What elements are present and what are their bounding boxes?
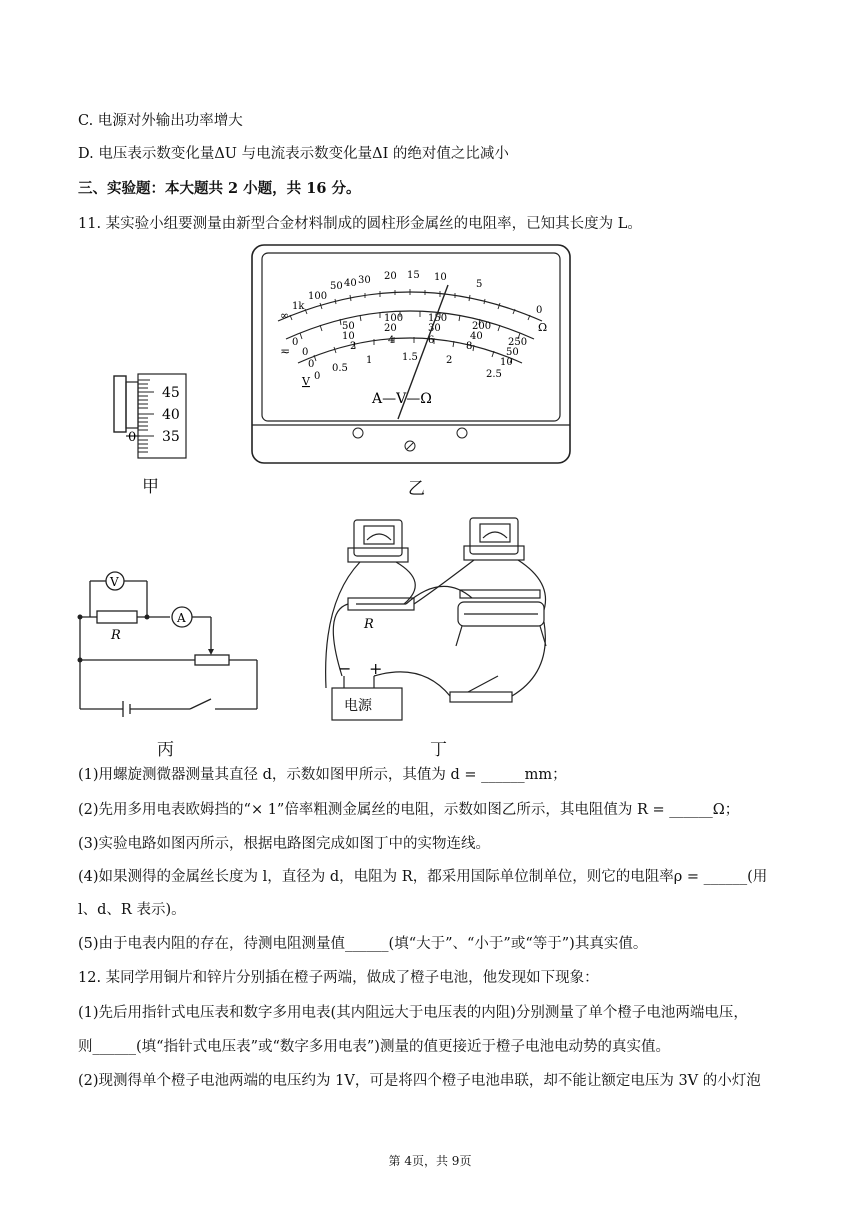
small-label-8: 8 (466, 341, 473, 352)
question-11: 11. 某实验小组要测量由新型合金材料制成的圆柱形金属丝的电阻率，已知其长度为 L。 (78, 216, 642, 232)
dc-label-0: 0 (292, 337, 299, 348)
question-12: 12. 某同学用铜片和锌片分别插在橙子两端，做成了橙子电池，他发现如下现象： (78, 970, 599, 986)
micrometer-tick-40: 40 (162, 407, 180, 423)
micrometer-tick-35: 35 (162, 429, 180, 445)
resistor-label: R (111, 628, 121, 643)
dc-label-250: 250 (508, 337, 528, 348)
caption-jia: 甲 (142, 477, 159, 497)
micrometer-tick-45: 45 (162, 385, 180, 401)
section-heading: 三、实验题：本大题共 2 小题，共 16 分。 (78, 180, 361, 197)
small-label-2: 2 (350, 341, 357, 352)
ohm-label-10: 10 (434, 272, 447, 283)
dc-label-150: 150 (428, 313, 448, 324)
ammeter-symbol: A (177, 611, 186, 625)
v-symbol: V (302, 375, 310, 388)
question-11-part-2: (2)先用多用电表欧姆挡的“× 1”倍率粗测金属丝的电阻，示数如图乙所示，其电阻值为 R = ______Ω； (78, 802, 740, 818)
question-11-part-4-cont: l、d、R 表示)。 (78, 902, 186, 918)
option-d: D. 电压表示数变化量ΔU 与电流表示数变化量ΔI 的绝对值之比减小 (78, 146, 509, 162)
question-11-part-3: (3)实验电路如图丙所示，根据电路图完成如图丁中的实物连线。 (78, 836, 491, 852)
mid-label-20: 20 (384, 323, 397, 334)
ohm-label-1k: 1k (292, 301, 305, 312)
ac-symbol: ≂ (280, 344, 291, 358)
question-11-part-1: (1)用螺旋测微器测量其直径 d，示数如图甲所示，其值为 d = ______mm； (78, 767, 567, 783)
power-label: 电源 (344, 698, 372, 714)
question-11-part-5: (5)由于电表内阻的存在，待测电阻测量值______(填“大于”、“小于”或“等于”)其真实值。 (78, 936, 648, 952)
question-12-part-1: (1)先后用指针式电压表和数字多用电表(其内阻远大于电压表的内阻)分别测量了单个橙子电池两端电压， (78, 1005, 748, 1021)
mid-label-30: 30 (428, 323, 441, 334)
circuit-diagram (75, 565, 265, 717)
v-label-1-5: 1.5 (402, 352, 418, 363)
v-label-1: 1 (366, 355, 373, 366)
question-12-part-1-cont: 则______(填“指针式电压表”或“数字多用电表”)测量的值更接近于橙子电池电动势的真实值。 (78, 1039, 670, 1055)
mid-label-10: 10 (342, 331, 355, 342)
v-label-2-5: 2.5 (486, 369, 502, 380)
wiring-figure (312, 512, 562, 722)
ohm-label-5: 5 (476, 279, 483, 290)
small-label-4: 4 (388, 335, 395, 346)
ohm-symbol: Ω (538, 321, 548, 334)
mid-label-0: 0 (302, 347, 309, 358)
ohm-label-40: 40 (344, 278, 357, 289)
dc-label-200: 200 (472, 321, 492, 332)
v-label-2: 2 (446, 355, 453, 366)
voltmeter-symbol: V (110, 575, 119, 589)
caption-ding: 丁 (430, 740, 447, 760)
small-label-0: 0 (308, 359, 315, 370)
ohm-label-15: 15 (407, 270, 420, 281)
ohm-label-0: 0 (536, 305, 543, 316)
wiring-resistor-label: R (364, 617, 374, 632)
caption-yi: 乙 (408, 479, 425, 499)
v-label-0: 0 (314, 371, 321, 382)
ohm-label-20: 20 (384, 271, 397, 282)
mid-label-50: 50 (506, 347, 519, 358)
page-footer: 第 4页，共 9页 (388, 1154, 472, 1168)
caption-bing: 丙 (157, 740, 174, 760)
mid-label-40: 40 (470, 331, 483, 342)
power-plus: + (369, 659, 383, 678)
ohm-label-inf: ∞ (280, 309, 290, 322)
power-minus: − (338, 659, 352, 678)
small-label-6: 6 (428, 335, 435, 346)
dc-label-50: 50 (342, 321, 355, 332)
question-11-part-4: (4)如果测得的金属丝长度为 l，直径为 d，电阻为 R，都采用国际单位制单位，则它的电阻率ρ = ______(用 (78, 869, 768, 885)
option-c: C. 电源对外输出功率增大 (78, 113, 243, 129)
ohm-label-100: 100 (308, 291, 328, 302)
v-label-0-5: 0.5 (332, 363, 348, 374)
small-label-10: 10 (500, 357, 513, 368)
multimeter-figure (250, 243, 572, 465)
ohm-label-30: 30 (358, 275, 371, 286)
micrometer-figure (110, 370, 200, 460)
ohm-label-50: 50 (330, 281, 343, 292)
meter-label: A—V—Ω (372, 391, 432, 407)
micrometer-zero: 0 (128, 430, 137, 445)
question-12-part-2: (2)现测得单个橙子电池两端的电压约为 1V，可是将四个橙子电池串联，却不能让额定电压为 3V 的小灯泡 (78, 1073, 761, 1089)
dc-label-100: 100 (384, 313, 404, 324)
